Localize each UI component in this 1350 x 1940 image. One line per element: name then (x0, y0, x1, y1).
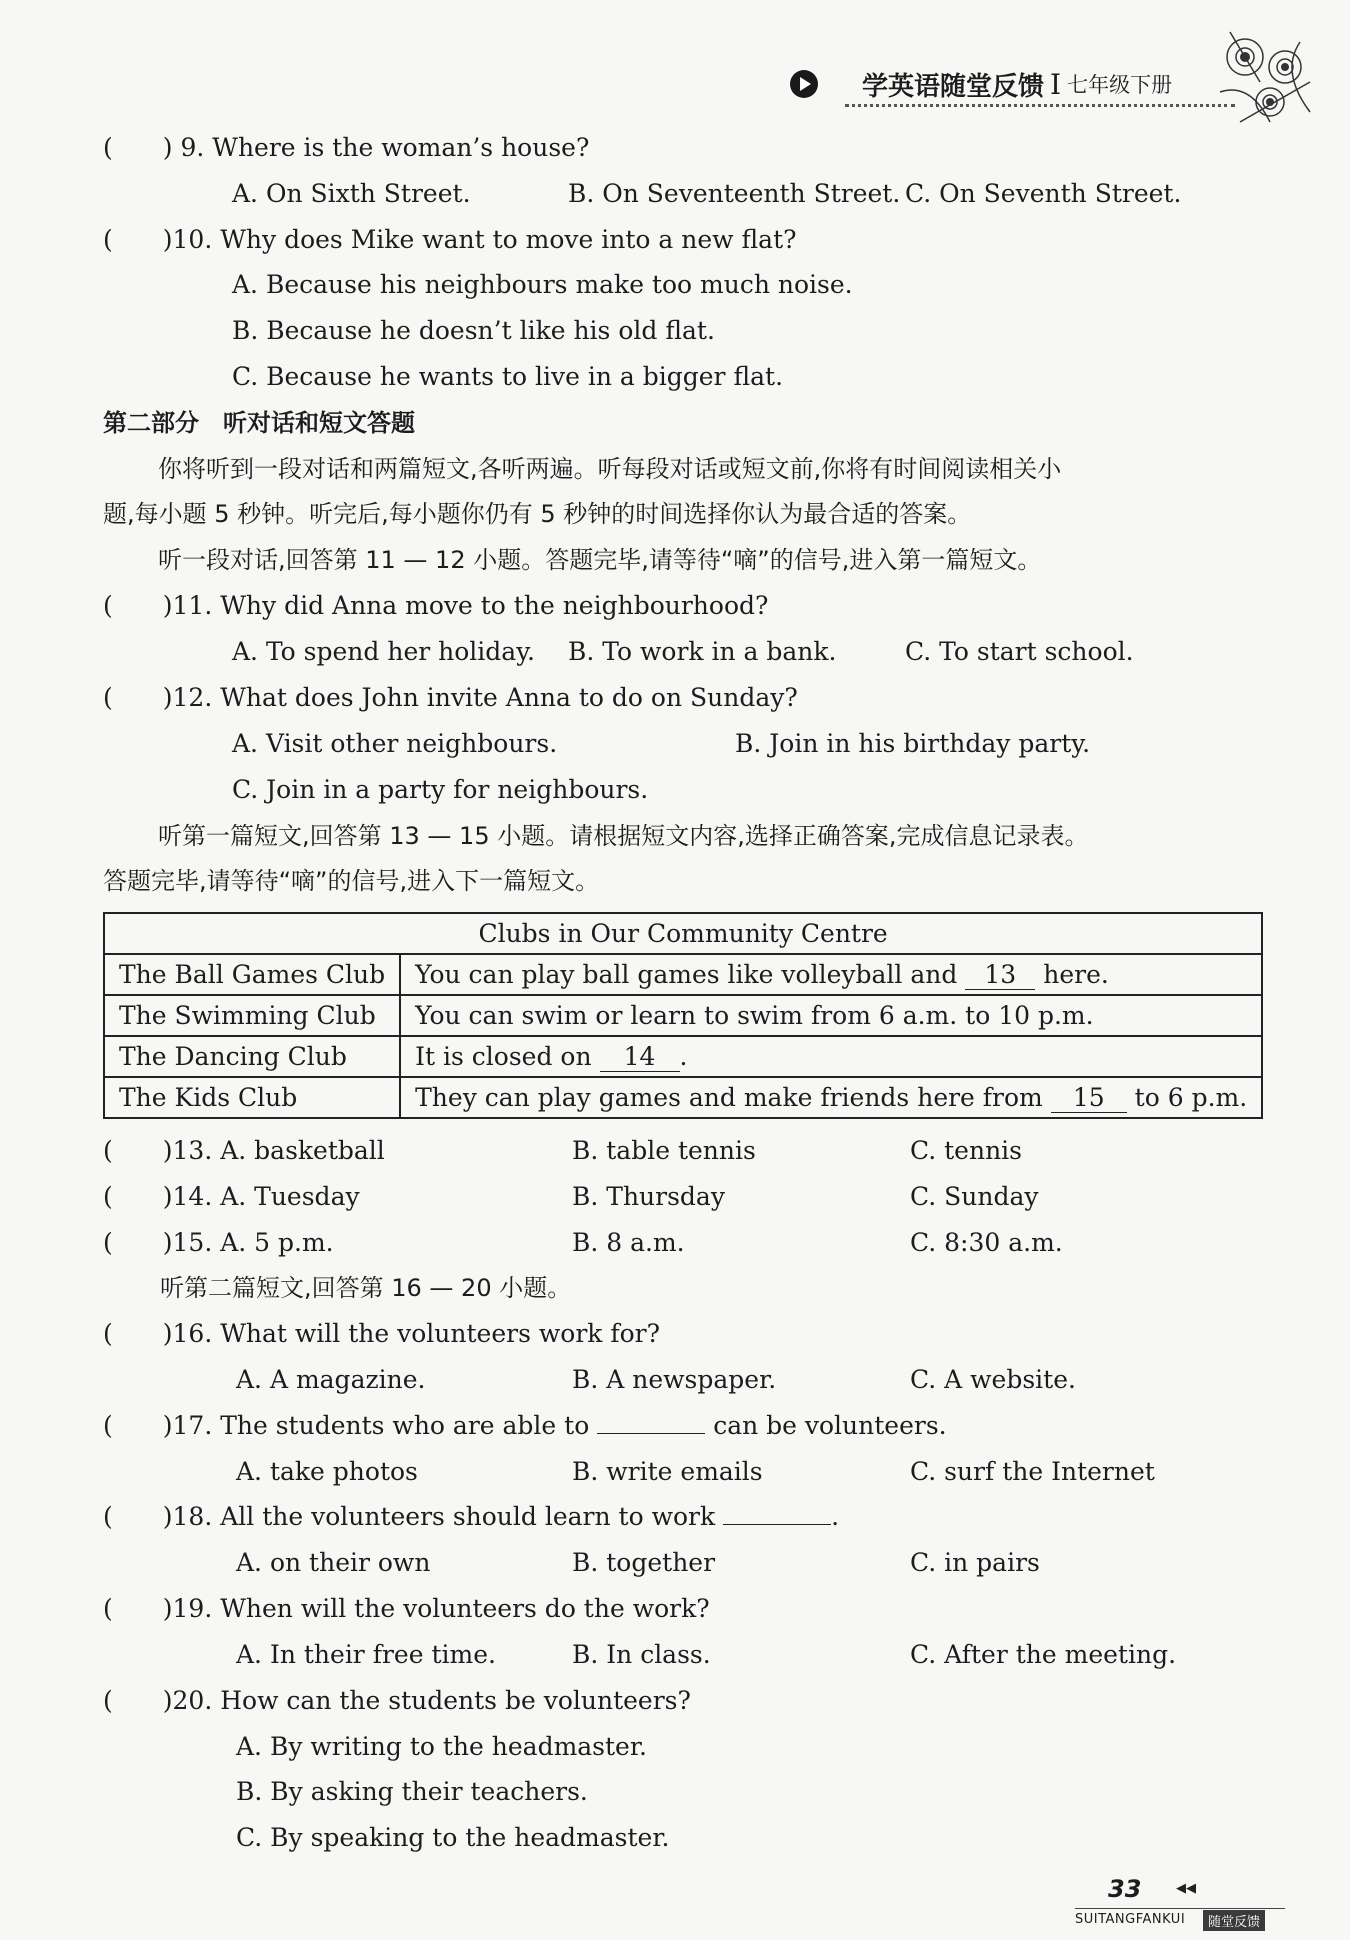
double-arrow-left-icon: ◀◀ (1176, 1881, 1196, 1896)
passage-1-instruction-line-2: 答题完毕,请等待“嘀”的信号,进入下一篇短文。 (103, 867, 600, 895)
passage-2-instruction: 听第二篇短文,回答第 16 — 20 小题。 (160, 1274, 572, 1302)
section-intro-line-2: 题,每小题 5 秒钟。听完后,每小题你仍有 5 秒钟的时间选择你认为最合适的答案。 (103, 500, 972, 528)
description-text: You can play ball games like volleyball and (415, 959, 958, 989)
q17-option-c: C. surf the Internet (910, 1457, 1155, 1486)
description-text: to 6 p.m. (1134, 1082, 1248, 1112)
q19-option-b: B. In class. (572, 1640, 711, 1669)
clubs-info-table (103, 912, 1263, 1119)
table-caption-row (104, 913, 1262, 954)
answer-blank (723, 1524, 831, 1525)
q15-option-b: B. 8 a.m. (572, 1228, 685, 1257)
q20-option-a: A. By writing to the headmaster. (236, 1732, 647, 1761)
question-18 (103, 1500, 839, 1534)
q9-option-a: A. On Sixth Street. (232, 179, 471, 208)
q14-option-b: B. Thursday (572, 1182, 725, 1211)
q16-option-c: C. A website. (910, 1365, 1076, 1394)
club-description (400, 1036, 1262, 1077)
q10-option-a: A. Because his neighbours make too much noise. (232, 270, 853, 299)
table-row (104, 1036, 1262, 1077)
question-20: ( )20. How can the students be volunteers? (103, 1686, 691, 1715)
table-row (104, 995, 1262, 1036)
q14-option-c: C. Sunday (910, 1182, 1039, 1211)
footer-brand: SUITANGFANKUI (1075, 1912, 1186, 1927)
question-11: ( )11. Why did Anna move to the neighbourhood? (103, 591, 769, 620)
footer-brand-tag: 随堂反馈 (1203, 1910, 1265, 1931)
question-9: ( ) 9. Where is the woman’s house? (103, 133, 590, 162)
title-separator: I (1050, 67, 1062, 101)
question-text: . (831, 1502, 840, 1531)
q10-option-c: C. Because he wants to live in a bigger flat. (232, 362, 784, 391)
club-description (400, 954, 1262, 995)
q19-option-c: C. After the meeting. (910, 1640, 1177, 1669)
q17-option-a: A. take photos (236, 1457, 418, 1486)
flower-decoration-icon (1210, 22, 1325, 137)
book-title: 学英语随堂反馈 (862, 71, 1045, 102)
description-text: here. (1043, 959, 1109, 989)
description-text: . (679, 1041, 688, 1071)
answer-blank-15: 15 (1051, 1083, 1127, 1113)
q17-option-b: B. write emails (572, 1457, 763, 1486)
answer-blank-14: 14 (600, 1042, 680, 1072)
q11-option-b: B. To work in a bank. (568, 637, 837, 666)
dialogue-instruction: 听一段对话,回答第 11 — 12 小题。答题完毕,请等待“嘀”的信号,进入第一篇短文。 (158, 546, 1042, 574)
q13-option-b: B. table tennis (572, 1136, 756, 1165)
q18-option-a: A. on their own (236, 1548, 431, 1577)
q16-option-a: A. A magazine. (236, 1365, 426, 1394)
section-intro-line-1: 你将听到一段对话和两篇短文,各听两遍。听每段对话或短文前,你将有时间阅读相关小 (158, 455, 1062, 483)
header-dotted-rule (845, 104, 1235, 107)
club-name: The Kids Club (104, 1077, 400, 1118)
description-text: They can play games and make friends here from (415, 1082, 1043, 1112)
question-10: ( )10. Why does Mike want to move into a new flat? (103, 225, 797, 254)
question-14: ( )14. A. Tuesday (103, 1182, 360, 1211)
q16-option-b: B. A newspaper. (572, 1365, 777, 1394)
question-12: ( )12. What does John invite Anna to do on Sunday? (103, 683, 798, 712)
q20-option-b: B. By asking their teachers. (236, 1777, 588, 1806)
q13-option-c: C. tennis (910, 1136, 1022, 1165)
play-icon (790, 70, 818, 98)
q11-option-a: A. To spend her holiday. (232, 637, 535, 666)
q12-option-a: A. Visit other neighbours. (232, 729, 558, 758)
answer-blank-13: 13 (965, 960, 1035, 990)
question-16: ( )16. What will the volunteers work for? (103, 1319, 661, 1348)
page-number: 33 (1108, 1875, 1142, 1903)
club-description (400, 1077, 1262, 1118)
q20-option-c: C. By speaking to the headmaster. (236, 1823, 670, 1852)
question-15: ( )15. A. 5 p.m. (103, 1228, 334, 1257)
table-caption: Clubs in Our Community Centre (104, 913, 1262, 954)
q10-option-b: B. Because he doesn’t like his old flat. (232, 316, 715, 345)
q18-option-b: B. together (572, 1548, 716, 1577)
question-13: ( )13. A. basketball (103, 1136, 385, 1165)
q9-option-c: C. On Seventh Street. (905, 179, 1182, 208)
club-description: You can swim or learn to swim from 6 a.m. to 10 p.m. (400, 995, 1262, 1036)
q19-option-a: A. In their free time. (236, 1640, 496, 1669)
question-text: ( )17. The students who are able to (103, 1411, 590, 1440)
question-text: can be volunteers. (713, 1411, 947, 1440)
book-subtitle: 七年级下册 (1067, 73, 1173, 97)
club-name: The Ball Games Club (104, 954, 400, 995)
q12-option-b: B. Join in his birthday party. (735, 729, 1091, 758)
club-name: The Swimming Club (104, 995, 400, 1036)
q9-option-b: B. On Seventeenth Street. (568, 179, 901, 208)
page-header (790, 62, 1172, 106)
q15-option-c: C. 8:30 a.m. (910, 1228, 1063, 1257)
answer-blank (597, 1433, 705, 1434)
question-text: ( )18. All the volunteers should learn to work (103, 1502, 716, 1531)
club-name: The Dancing Club (104, 1036, 400, 1077)
table-row (104, 1077, 1262, 1118)
q18-option-c: C. in pairs (910, 1548, 1040, 1577)
q11-option-c: C. To start school. (905, 637, 1134, 666)
question-19: ( )19. When will the volunteers do the work? (103, 1594, 710, 1623)
question-17 (103, 1409, 947, 1443)
table-row (104, 954, 1262, 995)
passage-1-instruction-line-1: 听第一篇短文,回答第 13 — 15 小题。请根据短文内容,选择正确答案,完成信息记录表。 (158, 822, 1089, 850)
footer-rule (1075, 1908, 1285, 1909)
section-heading: 第二部分 听对话和短文答题 (103, 409, 415, 437)
description-text: It is closed on (415, 1041, 592, 1071)
q12-option-c: C. Join in a party for neighbours. (232, 775, 649, 804)
